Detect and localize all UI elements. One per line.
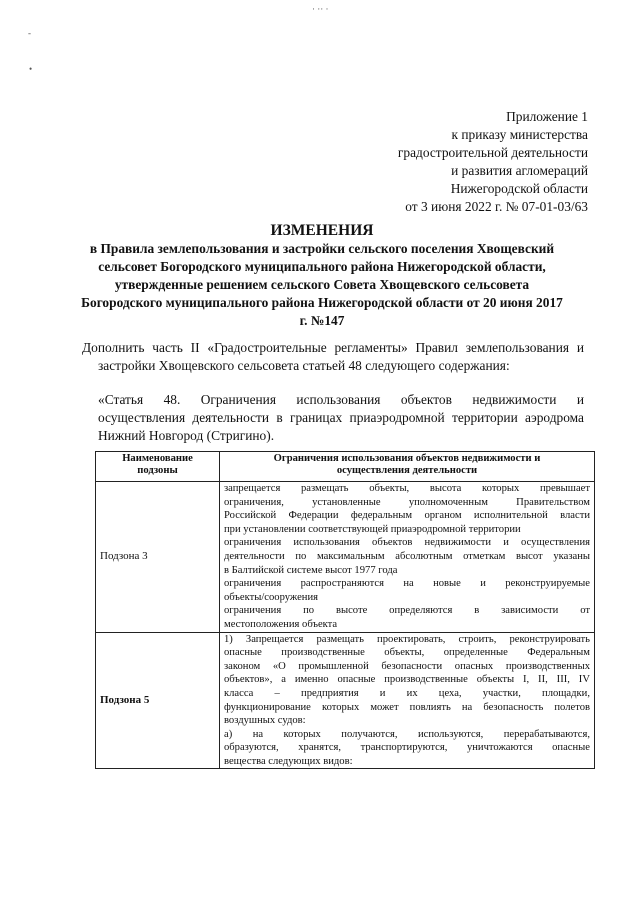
intro-paragraph	[82, 339, 584, 375]
article-line: «Статья 48. Ограничения использования объектов недвижимости и	[98, 392, 584, 407]
restriction-line: запрещается размещать объекты, высота которых превышает	[224, 483, 590, 494]
appendix-line: и развития агломераций	[451, 163, 588, 178]
table-header-row	[96, 452, 595, 482]
article-line: осуществления деятельности в границах приаэродромной территории аэродрома	[98, 410, 584, 425]
restriction-line: класса – предприятия и их цеха, участки, площадки,	[224, 687, 590, 699]
restriction-line: ограничения по высоте определяются в зависимости от	[224, 605, 590, 617]
appendix-line: Приложение 1	[506, 109, 588, 124]
restriction-line: объекты/сооружения	[224, 591, 319, 603]
intro-line: Дополнить часть II «Градостроительные регламенты» Правил землепользования и	[82, 340, 584, 355]
restrictions-cell	[220, 632, 595, 769]
appendix-line: градостроительной деятельности	[397, 145, 588, 160]
subzone-name-cell: Подзона 5	[96, 632, 220, 769]
restriction-line: ограничения использования объектов недвижимости и осуществления	[224, 537, 590, 549]
scan-mark-dash: -	[28, 28, 31, 38]
restriction-line: Российской Федерации федеральным органом исполнительной власти	[224, 510, 590, 522]
scan-mark-top: · ·· ·	[312, 4, 329, 14]
restriction-line: образуются, хранятся, транспортируются, уничтожаются опасные	[224, 742, 590, 754]
header-col2-line: Ограничения использования объектов недвижимости и	[273, 453, 541, 464]
header-col1-line: Наименование	[122, 453, 193, 464]
header-col2-line: осуществления деятельности	[336, 465, 478, 477]
restriction-line: местоположения объекта	[224, 618, 338, 630]
restriction-line: при установлении соответствующей приаэродромной территории	[224, 523, 521, 535]
table-row	[96, 482, 595, 633]
restriction-line: функционирование которых может повлиять на безопасность полетов	[224, 701, 590, 713]
heading-subtitle	[62, 240, 582, 330]
header-subzone-name	[96, 452, 220, 482]
restriction-line: 1) Запрещается размещать проектировать, строить, реконструировать	[224, 633, 590, 645]
scan-mark-dot: •	[29, 64, 33, 74]
restriction-line: а) на которых получаются, используются, перерабатываются,	[224, 728, 590, 740]
heading-title: ИЗМЕНЕНИЯ	[270, 222, 374, 239]
header-restrictions	[220, 452, 595, 482]
restriction-line: воздушных судов:	[224, 715, 306, 727]
restriction-line: вещества следующих видов:	[224, 755, 353, 767]
table-row	[96, 632, 595, 769]
heading-line: в Правила землепользования и застройки сельского поселения Хвощевский	[89, 241, 555, 256]
restrictions-table	[95, 451, 595, 769]
appendix-line: от 3 июня 2022 г. № 07-01-03/63	[405, 199, 588, 214]
intro-line: застройки Хвощевского сельсовета статьей 48 следующего содержания:	[98, 358, 510, 373]
article-paragraph	[98, 391, 584, 445]
restriction-line: в Балтийской системе высот 1977 года	[224, 564, 398, 576]
restriction-line: опасные производственные объекты, определенные Федеральным	[224, 647, 590, 659]
subzone-name-cell: Подзона 3	[96, 482, 220, 633]
restriction-line: ограничения распространяются на новые и реконструируемые	[224, 578, 590, 590]
appendix-line: Нижегородской области	[450, 181, 588, 196]
heading-line: г. №147	[299, 313, 345, 328]
appendix-block	[398, 108, 588, 216]
heading-line: Богородского муниципального района Нижегородской области от 20 июня 2017	[81, 295, 563, 310]
header-col1-line: подзоны	[137, 465, 178, 477]
heading-line: сельсовет Богородского муниципального района Нижегородской области,	[98, 259, 546, 274]
article-line: Нижний Новгород (Стригино).	[98, 428, 275, 443]
restriction-line: ограничения, установленные уполномоченным Правительством	[224, 496, 590, 508]
document-heading	[62, 222, 582, 330]
appendix-line: к приказу министерства	[451, 127, 588, 142]
restriction-line: объектов», а именно опасные производственные объекты I, II, III, IV	[224, 674, 590, 686]
restriction-line: законом «О промышленной безопасности опасных производственных	[224, 660, 590, 672]
heading-line: утвержденные решением сельского Совета Хвощевского сельсовета	[114, 277, 530, 292]
restrictions-cell	[220, 482, 595, 633]
restriction-line: деятельности по максимальным абсолютным отметкам высот указаны	[224, 550, 590, 562]
